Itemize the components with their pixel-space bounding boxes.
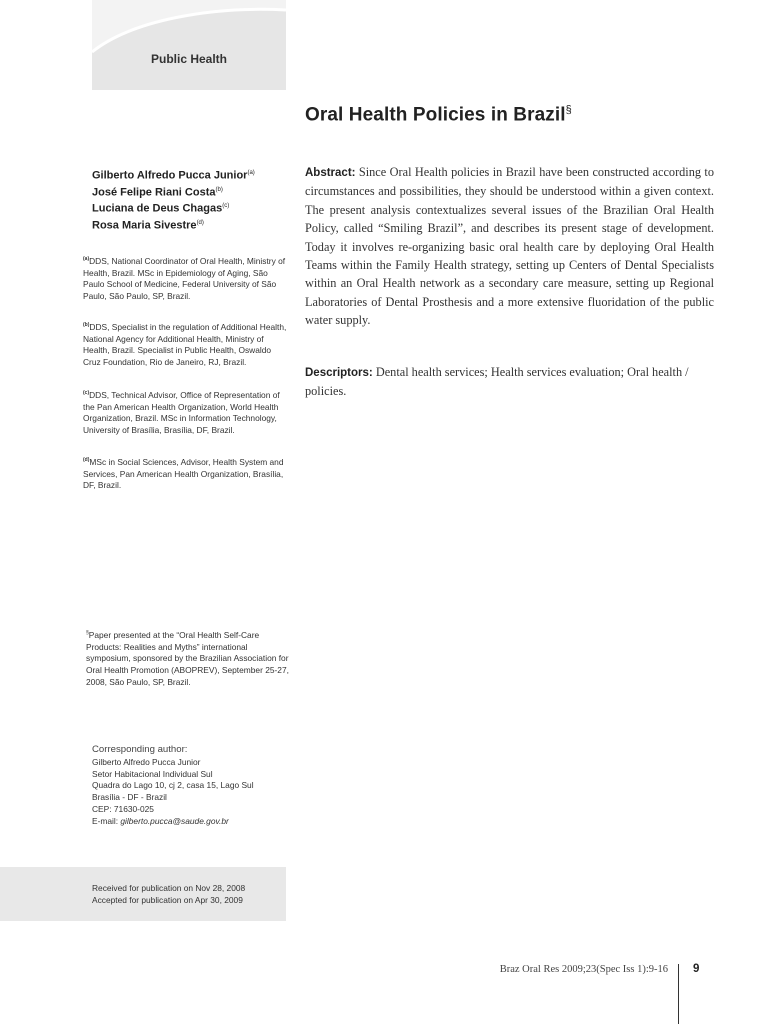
author-affiliation-mark: (c) <box>222 203 230 210</box>
descriptors-label: Descriptors: <box>305 367 373 379</box>
author-affiliation-mark: (b) <box>215 186 223 193</box>
affiliation-text: DDS, Specialist in the regulation of Additional Health, National Agency for Additional Health, Ministry of Health, Brazil. Specialist in Public Health, Oswaldo Cruz Foundation, Rio de Janeiro, RJ, Brazil. <box>83 321 287 368</box>
affiliation <box>83 388 291 437</box>
affiliation-mark: (a) <box>83 256 90 262</box>
corresponding-address-2: Quadra do Lago 10, cj 2, casa 15, Lago Sul <box>92 780 254 791</box>
page-number: 9 <box>693 963 700 975</box>
article-title <box>305 104 572 126</box>
section-tab-swoosh <box>92 0 286 90</box>
author-name: José Felipe Riani Costa <box>92 186 216 199</box>
affiliation <box>83 254 291 303</box>
email-label: E-mail: <box>92 815 121 826</box>
publication-dates-box <box>0 867 286 921</box>
footnote-mark: § <box>86 630 89 636</box>
author <box>92 199 292 216</box>
author <box>92 183 292 200</box>
affiliation-text: DDS, Technical Advisor, Office of Representation of the Pan American Health Organization, World Health Organization, Brazil. MSc in Information Technology, University of Brasília, Brasília, DF, Brazil. <box>83 389 280 436</box>
affiliation-mark: (b) <box>83 322 90 328</box>
corresponding-cep: CEP: 71630-025 <box>92 803 154 814</box>
affiliation <box>83 320 291 369</box>
author-affiliation-mark: (a) <box>247 170 255 176</box>
author-name: Luciana de Deus Chagas <box>92 202 223 215</box>
corresponding-name: Gilberto Alfredo Pucca Junior <box>92 756 201 767</box>
email-link[interactable]: gilberto.pucca@saude.gov.br <box>120 815 229 826</box>
author-affiliation-mark: (d) <box>196 219 204 226</box>
corresponding-email <box>92 816 292 828</box>
affiliation-mark: (c) <box>83 390 90 396</box>
abstract <box>305 163 714 330</box>
descriptors <box>305 363 714 401</box>
affiliation-text: DDS, National Coordinator of Oral Health, Ministry of Health, Brazil. MSc in Epidemiology of Aging, São Paulo School of Medicine, Federal University of São Paulo, São Paulo, SP, Brazil. <box>83 255 286 302</box>
received-date: Received for publication on Nov 28, 2008 <box>92 883 246 893</box>
corresponding-author <box>92 744 292 828</box>
accepted-date: Accepted for publication on Apr 30, 2009 <box>92 895 243 905</box>
presentation-footnote <box>86 628 290 689</box>
author <box>92 216 292 233</box>
affiliation <box>83 455 291 492</box>
author-list <box>92 166 292 233</box>
affiliation-text: MSc in Social Sciences, Advisor, Health System and Services, Pan American Health Organization, Brasília, DF, Brazil. <box>83 456 284 491</box>
abstract-text: Since Oral Health policies in Brazil have been constructed according to circumstances and possibilities, they should be understood within a given context. The present analysis contextualizes several issues of the Brazilian Oral Health Policy, called “Smiling Brazil”, and describes its present stage of development. Today it involves re-organizing basic oral health care by deploying Oral Health Teams within the Family Health strategy, setting up Centers of Dental Specialists within an Oral Health network as a secondary care measure, setting up Regional Laboratories of Dental Prosthesis and a more extensive fluoridation of the public water supply. <box>305 165 714 328</box>
descriptors-text: Dental health services; Health services evaluation; Oral health / policies. <box>305 365 689 399</box>
author <box>92 166 292 183</box>
corresponding-address-1: Setor Habitacional Individual Sul <box>92 768 213 779</box>
section-tab <box>92 0 286 90</box>
footer-divider <box>678 964 679 1024</box>
journal-reference: Braz Oral Res 2009;23(Spec Iss 1):9-16 <box>499 964 668 975</box>
article-title-mark: § <box>565 104 572 116</box>
author-name: Gilberto Alfredo Pucca Junior <box>92 169 248 182</box>
article-title-text: Oral Health Policies in Brazil <box>305 104 566 126</box>
author-name: Rosa Maria Sivestre <box>92 219 197 232</box>
corresponding-heading: Corresponding author: <box>92 744 188 755</box>
section-label: Public Health <box>150 52 227 66</box>
corresponding-city: Brasília - DF - Brazil <box>92 792 167 803</box>
abstract-label: Abstract: <box>305 167 356 179</box>
footnote-text: Paper presented at the “Oral Health Self-Care Products: Realities and Myths” international symposium, sponsored by the Brazilian Association for Oral Health Promotion (ABOPREV), September 25-27, 2008, São Paulo, SP, Brazil. <box>86 629 289 687</box>
affiliation-mark: (d) <box>83 457 90 463</box>
